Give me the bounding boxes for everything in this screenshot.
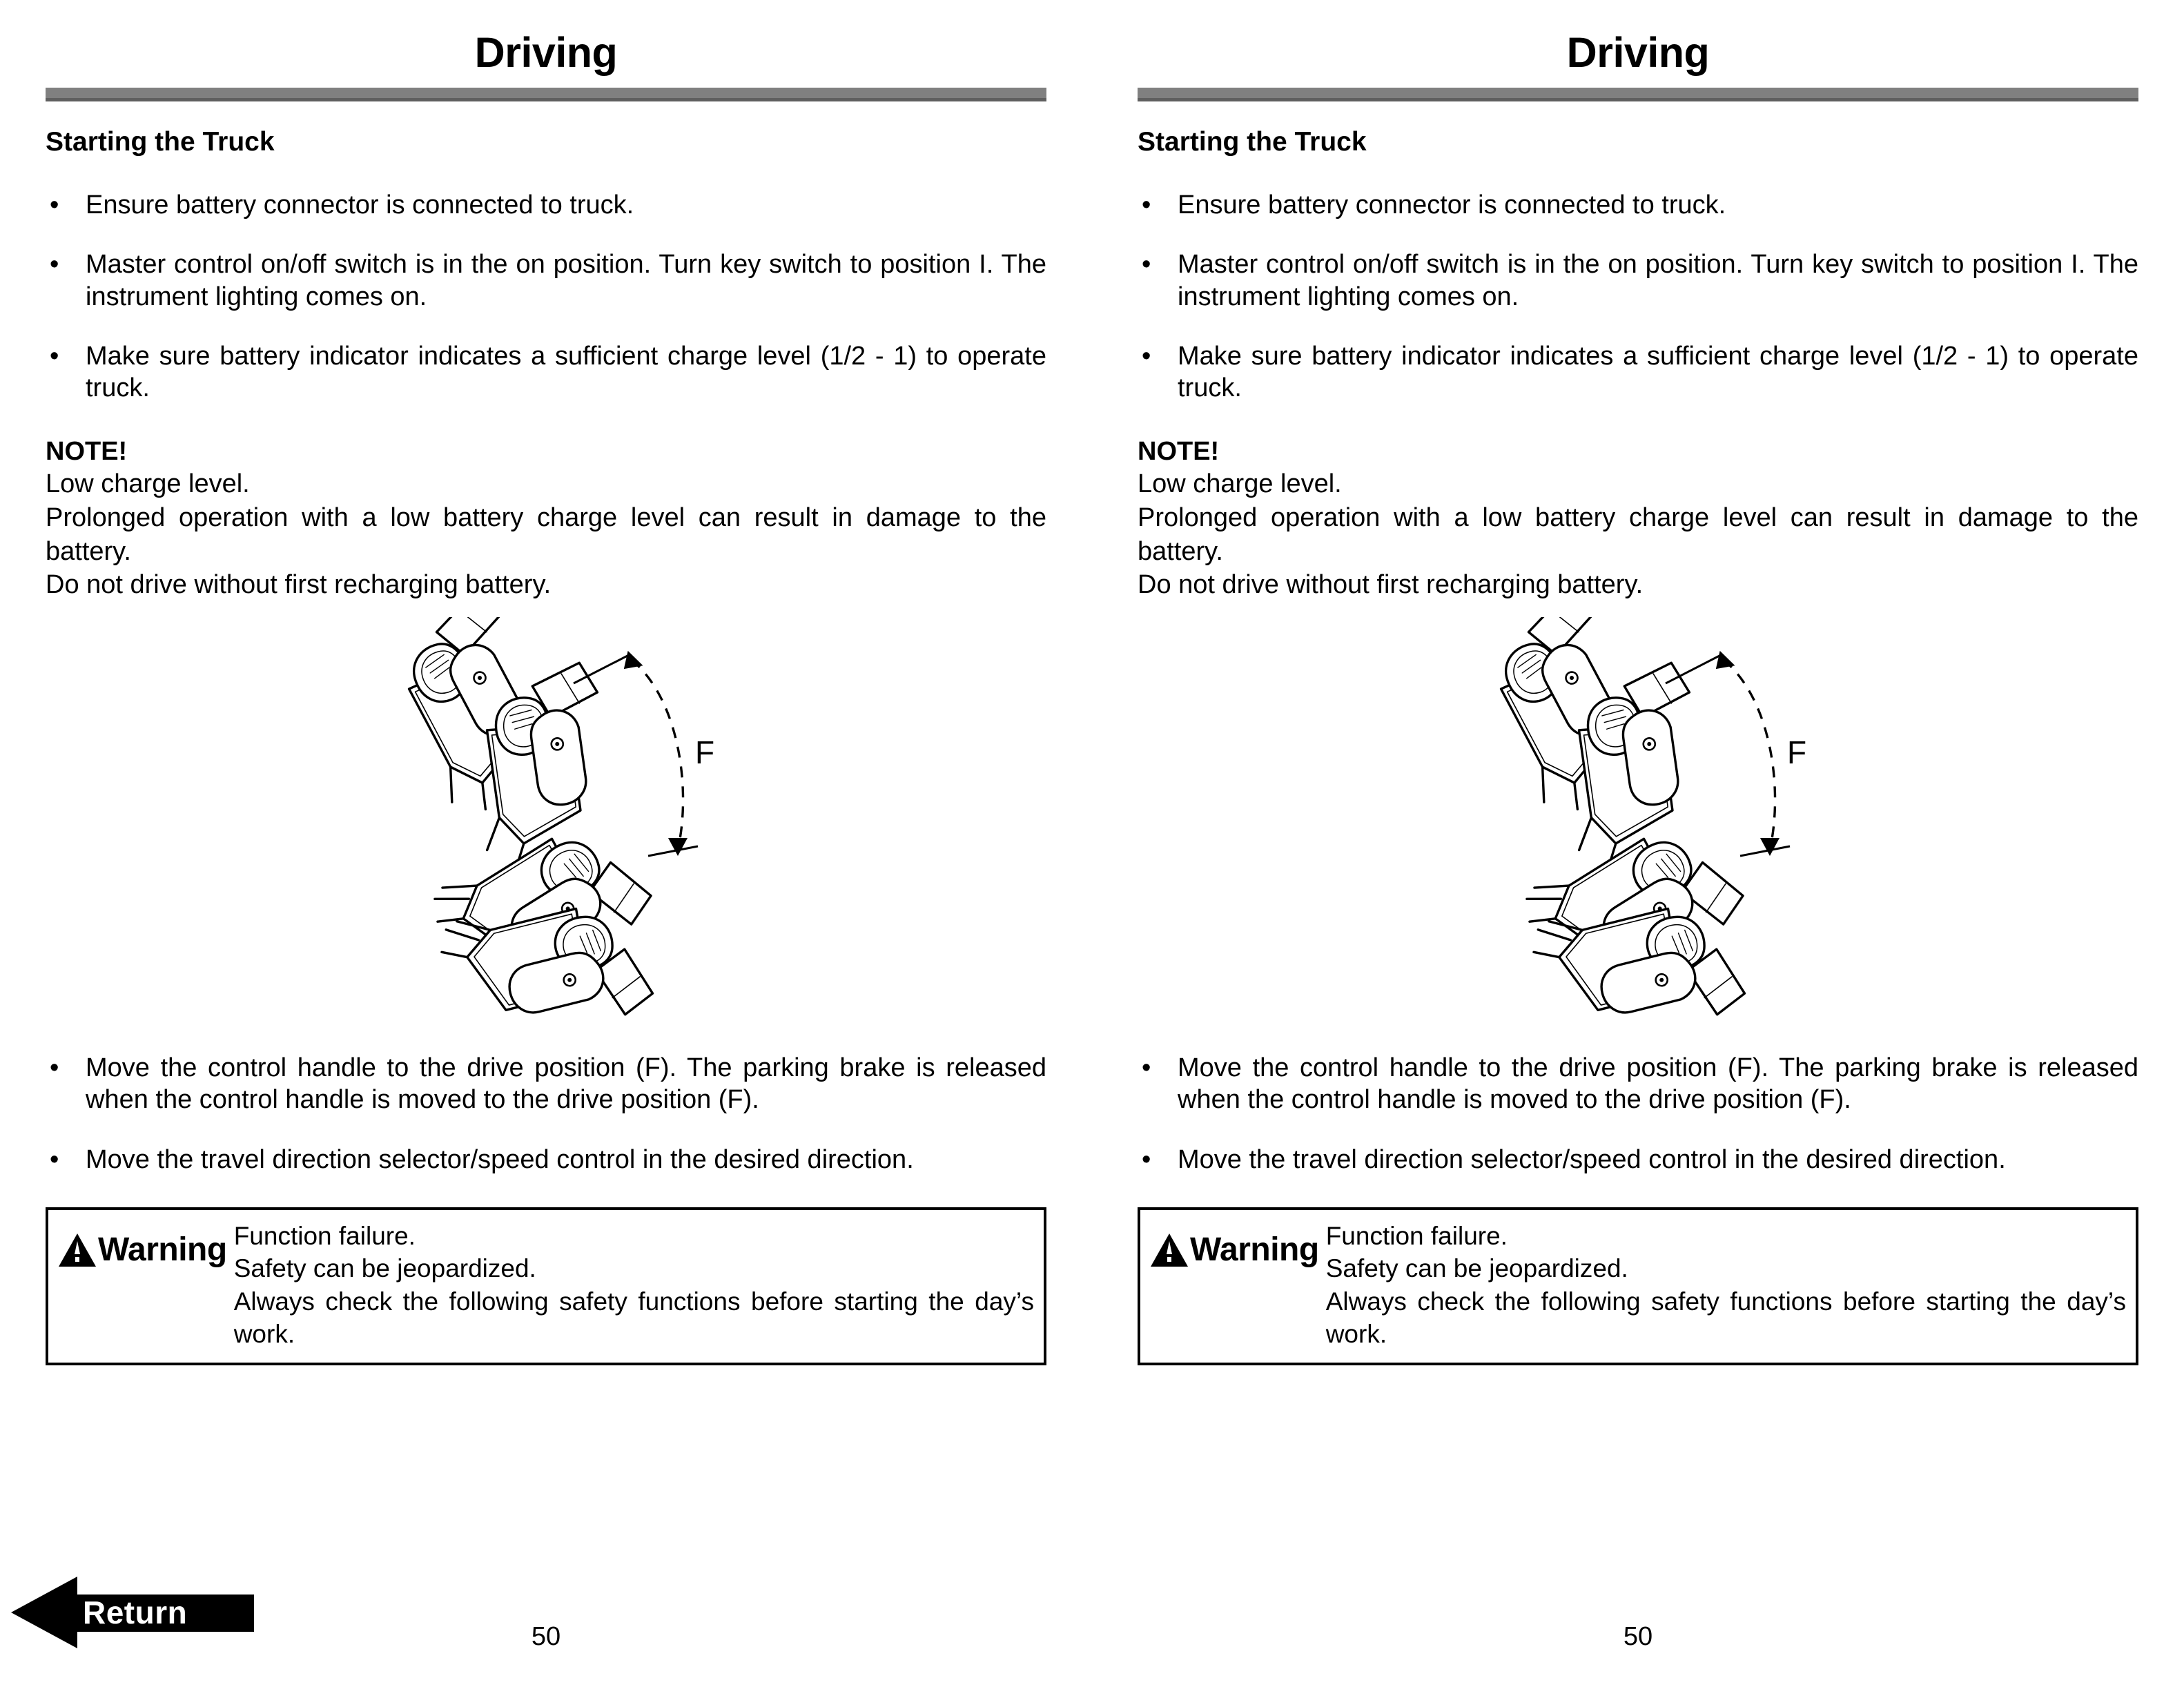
list-item-text: Master control on/off switch is in the on position. Turn key switch to position I. The instrument lighting comes on.	[1178, 250, 2138, 311]
bullet-marker: •	[50, 1053, 59, 1082]
control-handle-figure	[1138, 617, 2138, 1024]
page-title: Driving	[1566, 29, 1710, 76]
warning-label-group	[58, 1220, 227, 1268]
bullet-marker: •	[1142, 341, 1151, 371]
list-item	[46, 1144, 1046, 1176]
note-line-3: Do not drive without first recharging battery.	[46, 570, 552, 600]
list-item	[46, 1052, 1046, 1116]
list-item-text: Ensure battery connector is connected to truck.	[1178, 190, 1726, 220]
bullet-marker: •	[50, 341, 59, 371]
travel-range-arc	[1666, 648, 1790, 856]
return-button[interactable]	[11, 1574, 260, 1651]
warning-line-3: Always check the following safety functions before starting the day’s work.	[233, 1287, 1034, 1348]
list-item	[46, 189, 1046, 221]
warning-line-1: Function failure.	[1325, 1221, 1508, 1250]
list-item-text: Move the control handle to the drive position (F). The parking brake is released when the control handle is moved to the drive position (F).	[86, 1053, 1046, 1115]
figure-label-f: F	[695, 734, 715, 770]
section-heading: Starting the Truck	[46, 127, 275, 157]
note-block	[46, 436, 1046, 602]
note-title: NOTE!	[1138, 436, 1220, 466]
control-handle-illustration	[1459, 617, 1817, 1017]
list-item	[46, 340, 1046, 404]
page-title: Driving	[474, 29, 618, 76]
warning-text	[227, 1220, 1034, 1350]
control-handle-illustration	[367, 617, 725, 1017]
note-line-2: Prolonged operation with a low battery charge level can result in damage to the battery.	[1138, 503, 2138, 566]
title-rule	[1138, 88, 2138, 101]
list-item-text: Master control on/off switch is in the on position. Turn key switch to position I. The instrument lighting comes on.	[86, 250, 1046, 311]
note-line-3: Do not drive without first recharging battery.	[1138, 570, 1644, 600]
bullet-list-bottom	[46, 1052, 1046, 1176]
control-handle-figure	[46, 617, 1046, 1024]
bullet-marker: •	[1142, 1053, 1151, 1082]
bullet-marker: •	[50, 190, 59, 220]
note-block	[1138, 436, 2138, 602]
list-item-text: Make sure battery indicator indicates a sufficient charge level (1/2 - 1) to operate truck.	[86, 341, 1046, 403]
note-line-1: Low charge level.	[1138, 469, 1342, 499]
warning-label-group	[1150, 1220, 1319, 1268]
warning-label: Warning	[1190, 1231, 1319, 1268]
warning-line-3: Always check the following safety functions before starting the day’s work.	[1325, 1287, 2126, 1348]
list-item	[46, 248, 1046, 313]
list-item-text: Make sure battery indicator indicates a sufficient charge level (1/2 - 1) to operate truck.	[1178, 341, 2138, 403]
warning-triangle-icon	[58, 1232, 97, 1268]
warning-box	[46, 1207, 1046, 1365]
return-button-label: Return	[83, 1595, 188, 1630]
list-item-text: Ensure battery connector is connected to truck.	[86, 190, 634, 220]
bullet-list-bottom	[1138, 1052, 2138, 1176]
page-panel-right	[1092, 0, 2184, 1687]
warning-triangle-icon	[1150, 1232, 1189, 1268]
list-item	[1138, 1144, 2138, 1176]
return-arrow-icon	[11, 1574, 260, 1651]
list-item	[1138, 340, 2138, 404]
travel-range-arc	[574, 648, 698, 856]
warning-label: Warning	[98, 1231, 227, 1268]
bullet-list-top	[1138, 189, 2138, 404]
warning-line-1: Function failure.	[233, 1221, 416, 1250]
section-heading: Starting the Truck	[1138, 127, 1367, 157]
bullet-marker: •	[50, 1144, 59, 1174]
warning-line-2: Safety can be jeopardized.	[1325, 1254, 1628, 1283]
list-item-text: Move the control handle to the drive position (F). The parking brake is released when the control handle is moved to the drive position (F).	[1178, 1053, 2138, 1115]
warning-text	[1319, 1220, 2126, 1350]
bullet-list-top	[46, 189, 1046, 404]
bullet-marker: •	[1142, 250, 1151, 280]
note-line-1: Low charge level.	[46, 469, 250, 499]
list-item-text: Move the travel direction selector/speed control in the desired direction.	[1178, 1144, 2006, 1174]
figure-label-f: F	[1787, 734, 1807, 770]
bullet-marker: •	[1142, 190, 1151, 220]
bullet-marker: •	[1142, 1144, 1151, 1174]
warning-line-2: Safety can be jeopardized.	[233, 1254, 536, 1283]
page-number: 50	[1623, 1622, 1653, 1651]
list-item	[1138, 248, 2138, 313]
bullet-marker: •	[50, 250, 59, 280]
list-item	[1138, 189, 2138, 221]
warning-box	[1138, 1207, 2138, 1365]
note-line-2: Prolonged operation with a low battery charge level can result in damage to the battery.	[46, 503, 1046, 566]
list-item-text: Move the travel direction selector/speed control in the desired direction.	[86, 1144, 914, 1174]
note-title: NOTE!	[46, 436, 128, 466]
title-rule	[46, 88, 1046, 101]
page-number: 50	[531, 1622, 561, 1651]
list-item	[1138, 1052, 2138, 1116]
